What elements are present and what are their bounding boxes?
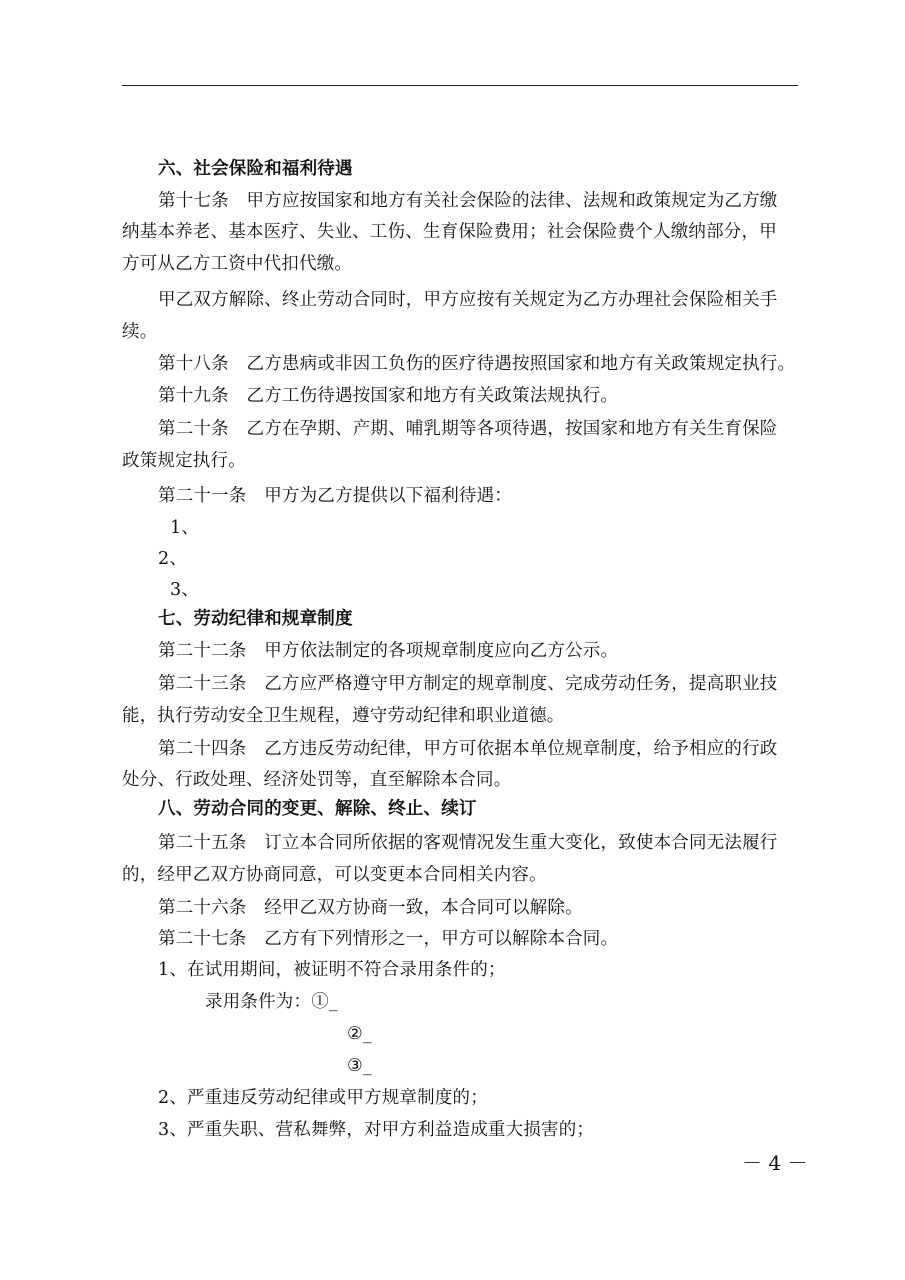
welfare-item-3: 3、 <box>170 580 200 600</box>
article-22: 第二十二条 甲方依法制定的各项规章制度应向乙方公示。 <box>158 641 619 661</box>
article-20-line-1: 第二十条 乙方在孕期、产期、哺乳期等各项待遇，按国家和地方有关生育保险 <box>158 419 778 439</box>
page-number: － 4 － <box>742 1151 808 1175</box>
paragraph-line-2: 续。 <box>122 322 158 342</box>
article-21: 第二十一条 甲方为乙方提供以下福利待遇： <box>158 486 512 506</box>
article-18: 第十八条 乙方患病或非因工负伤的医疗待遇按照国家和地方有关政策规定执行。 <box>158 354 796 374</box>
article-24-line-2: 处分、行政处理、经济处罚等，直至解除本合同。 <box>122 770 512 790</box>
section-heading-6: 六、社会保险和福利待遇 <box>158 159 353 179</box>
article-17-line-3: 方可从乙方工资中代扣代缴。 <box>122 254 353 274</box>
hiring-conditions-3: ③_ <box>347 1056 372 1076</box>
article-17-line-2: 纳基本养老、基本医疗、失业、工伤、生育保险费用；社会保险费个人缴纳部分，甲 <box>122 222 777 242</box>
section-heading-7: 七、劳动纪律和规章制度 <box>158 609 353 629</box>
welfare-item-2: 2、 <box>158 549 188 569</box>
article-27-item-2: 2、严重违反劳动纪律或甲方规章制度的； <box>158 1088 488 1108</box>
article-23-line-1: 第二十三条 乙方应严格遵守甲方制定的规章制度、完成劳动任务，提高职业技 <box>158 674 778 694</box>
article-20-line-2: 政策规定执行。 <box>122 451 246 471</box>
article-27: 第二十七条 乙方有下列情形之一，甲方可以解除本合同。 <box>158 929 619 949</box>
article-19: 第十九条 乙方工伤待遇按国家和地方有关政策法规执行。 <box>158 386 619 406</box>
article-27-item-3: 3、严重失职、营私舞弊，对甲方利益造成重大损害的； <box>158 1120 595 1140</box>
article-25-line-1: 第二十五条 订立本合同所依据的客观情况发生重大变化，致使本合同无法履行 <box>158 833 778 853</box>
welfare-item-1: 1、 <box>170 518 200 538</box>
article-27-item-1: 1、在试用期间，被证明不符合录用条件的； <box>158 960 506 980</box>
header-rule <box>122 85 798 86</box>
paragraph-line-1: 甲乙双方解除、终止劳动合同时，甲方应按有关规定为乙方办理社会保险相关手 <box>158 290 778 310</box>
hiring-conditions-2: ②_ <box>347 1024 372 1044</box>
article-23-line-2: 能，执行劳动安全卫生规程，遵守劳动纪律和职业道德。 <box>122 706 565 726</box>
article-24-line-1: 第二十四条 乙方违反劳动纪律，甲方可依据本单位规章制度，给予相应的行政 <box>158 739 778 759</box>
article-25-line-2: 的，经甲乙双方协商同意，可以变更本合同相关内容。 <box>122 865 547 885</box>
hiring-conditions-1: 录用条件为：①_ <box>205 992 338 1012</box>
article-26: 第二十六条 经甲乙双方协商一致，本合同可以解除。 <box>158 898 583 918</box>
article-17-line-1: 第十七条 甲方应按国家和地方有关社会保险的法律、法规和政策规定为乙方缴 <box>158 191 778 211</box>
section-heading-8: 八、劳动合同的变更、解除、终止、续订 <box>158 799 477 819</box>
